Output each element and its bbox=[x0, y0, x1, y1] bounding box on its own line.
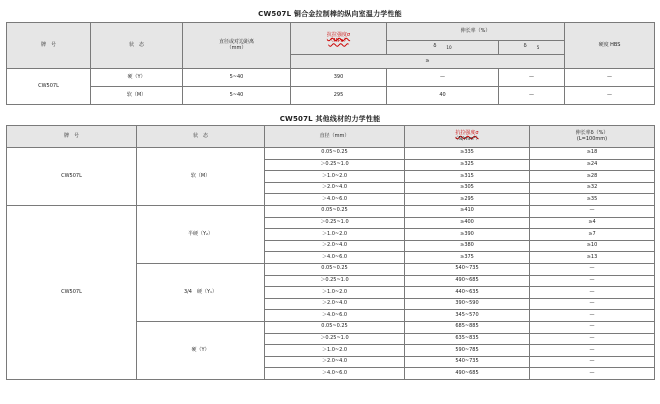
header-grade: 牌 号 bbox=[7, 23, 91, 69]
elongation-cell: — bbox=[530, 263, 655, 275]
elongation-cell: — bbox=[530, 310, 655, 322]
diameter-cell: ＞2.0~4.0 bbox=[265, 240, 405, 252]
tensile-cell: ≥295 bbox=[405, 194, 530, 206]
diameter-cell: ＞0.25~1.0 bbox=[265, 333, 405, 345]
tensile-cell: 635~835 bbox=[405, 333, 530, 345]
header-diameter-line1: 直径或对边距离 bbox=[218, 38, 254, 45]
header-tensile-line2: （N/mm²） bbox=[453, 135, 481, 142]
state-cell: 硬（Y） bbox=[137, 321, 265, 379]
tensile-cell: 490~685 bbox=[405, 368, 530, 380]
header-tensile-line2: （MPa） bbox=[328, 37, 349, 44]
tensile-cell: ≥375 bbox=[405, 252, 530, 264]
diameter-cell: ＞2.0~4.0 bbox=[265, 356, 405, 368]
grade-cell: CW507L bbox=[7, 205, 137, 379]
header-elongation-line1: 伸长率δ（%） bbox=[575, 129, 609, 136]
tensile-cell: 390 bbox=[291, 69, 387, 87]
header-delta5: δ $_5$ bbox=[499, 41, 565, 55]
grade-cell: CW507L bbox=[7, 69, 91, 105]
table-row bbox=[7, 87, 655, 105]
diameter-cell: ＞1.0~2.0 bbox=[265, 229, 405, 241]
elongation-cell: — bbox=[530, 368, 655, 380]
elongation-cell: — bbox=[530, 356, 655, 368]
diameter-cell: ＞4.0~6.0 bbox=[265, 252, 405, 264]
diameter-cell: ＞0.25~1.0 bbox=[265, 217, 405, 229]
header-tensile-line1: 抗拉强度σ bbox=[326, 31, 351, 38]
diameter-cell: ＞4.0~6.0 bbox=[265, 368, 405, 380]
delta5-cell: — bbox=[499, 69, 565, 87]
diameter-cell: ＞4.0~6.0 bbox=[265, 194, 405, 206]
header-elongation: 伸长率（%） bbox=[387, 23, 565, 41]
elongation-cell: ≥13 bbox=[530, 252, 655, 264]
header-state: 状 态 bbox=[137, 126, 265, 148]
tensile-cell: 440~635 bbox=[405, 287, 530, 299]
tensile-cell: ≥335 bbox=[405, 148, 530, 160]
diameter-cell: ＞4.0~6.0 bbox=[265, 310, 405, 322]
elongation-cell: — bbox=[530, 275, 655, 287]
tensile-cell: 345~570 bbox=[405, 310, 530, 322]
elongation-cell: ≥18 bbox=[530, 148, 655, 160]
hardness-cell: — bbox=[565, 69, 655, 87]
delta10-cell: — bbox=[387, 69, 499, 87]
elongation-cell: ≥24 bbox=[530, 159, 655, 171]
diameter-cell: ＞2.0~4.0 bbox=[265, 182, 405, 194]
elongation-cell: — bbox=[530, 345, 655, 357]
elongation-cell: — bbox=[530, 333, 655, 345]
table1-title: CW507L 铜合金拉制棒的纵向室温力学性能 bbox=[258, 10, 402, 18]
table-row bbox=[7, 148, 655, 160]
header-diameter: 直径（mm） bbox=[265, 126, 405, 148]
header-diameter bbox=[183, 23, 291, 69]
diameter-cell: 0.05~0.25 bbox=[265, 205, 405, 217]
state-cell: 半硬（Y₂） bbox=[137, 205, 265, 263]
diameter-cell: ＞1.0~2.0 bbox=[265, 345, 405, 357]
delta10-cell: 40 bbox=[387, 87, 499, 105]
elongation-cell: ≥7 bbox=[530, 229, 655, 241]
tensile-cell: 295 bbox=[291, 87, 387, 105]
tensile-cell: ≥390 bbox=[405, 229, 530, 241]
header-state: 状 态 bbox=[91, 23, 183, 69]
diameter-cell: 5~40 bbox=[183, 87, 291, 105]
header-tensile-line1: 抗拉强度σ bbox=[455, 129, 479, 136]
header-tensile bbox=[405, 126, 530, 148]
header-grade: 牌 号 bbox=[7, 126, 137, 148]
diameter-cell: 0.05~0.25 bbox=[265, 148, 405, 160]
tensile-cell: ≥315 bbox=[405, 171, 530, 183]
elongation-cell: — bbox=[530, 321, 655, 333]
header-diameter-line2: （mm） bbox=[226, 44, 247, 51]
diameter-cell: 0.05~0.25 bbox=[265, 263, 405, 275]
diameter-cell: 0.05~0.25 bbox=[265, 321, 405, 333]
delta5-cell: — bbox=[499, 87, 565, 105]
hardness-cell: — bbox=[565, 87, 655, 105]
state-cell: 硬（Y） bbox=[91, 69, 183, 87]
grade-cell: CW507L bbox=[7, 148, 137, 206]
elongation-cell: ≥28 bbox=[530, 171, 655, 183]
header-ge: ≥ bbox=[291, 55, 565, 69]
elongation-cell: — bbox=[530, 205, 655, 217]
state-cell: 软（M） bbox=[137, 148, 265, 206]
diameter-cell: ＞1.0~2.0 bbox=[265, 171, 405, 183]
header-elongation bbox=[530, 126, 655, 148]
table-row bbox=[7, 69, 655, 87]
table-row bbox=[7, 205, 655, 217]
longitudinal-properties-table bbox=[6, 22, 655, 105]
header-hardness: 硬度 HBS bbox=[565, 23, 655, 69]
tensile-cell: 490~685 bbox=[405, 275, 530, 287]
elongation-cell: ≥10 bbox=[530, 240, 655, 252]
elongation-cell: — bbox=[530, 287, 655, 299]
diameter-cell: ＞2.0~4.0 bbox=[265, 298, 405, 310]
tensile-cell: 390~590 bbox=[405, 298, 530, 310]
elongation-cell: — bbox=[530, 298, 655, 310]
header-elongation-line2: (L=100mm) bbox=[576, 135, 608, 142]
tensile-cell: 685~885 bbox=[405, 321, 530, 333]
elongation-cell: ≥4 bbox=[530, 217, 655, 229]
tensile-cell: ≥400 bbox=[405, 217, 530, 229]
diameter-cell: ＞0.25~1.0 bbox=[265, 159, 405, 171]
diameter-cell: ＞1.0~2.0 bbox=[265, 287, 405, 299]
state-cell: 3/4 硬（Y₁） bbox=[137, 263, 265, 321]
tensile-cell: ≥410 bbox=[405, 205, 530, 217]
header-tensile bbox=[291, 23, 387, 55]
wire-properties-table bbox=[6, 125, 655, 380]
tensile-cell: 540~735 bbox=[405, 263, 530, 275]
diameter-cell: 5~40 bbox=[183, 69, 291, 87]
diameter-cell: ＞0.25~1.0 bbox=[265, 275, 405, 287]
tensile-cell: ≥380 bbox=[405, 240, 530, 252]
tensile-cell: ≥325 bbox=[405, 159, 530, 171]
tensile-cell: 540~735 bbox=[405, 356, 530, 368]
table2-title: CW507L 其他线材的力学性能 bbox=[279, 115, 381, 123]
tensile-cell: ≥305 bbox=[405, 182, 530, 194]
header-delta10: δ $_{10}$ bbox=[387, 41, 499, 55]
elongation-cell: ≥35 bbox=[530, 194, 655, 206]
tensile-cell: 590~785 bbox=[405, 345, 530, 357]
state-cell: 软（M） bbox=[91, 87, 183, 105]
elongation-cell: ≥32 bbox=[530, 182, 655, 194]
